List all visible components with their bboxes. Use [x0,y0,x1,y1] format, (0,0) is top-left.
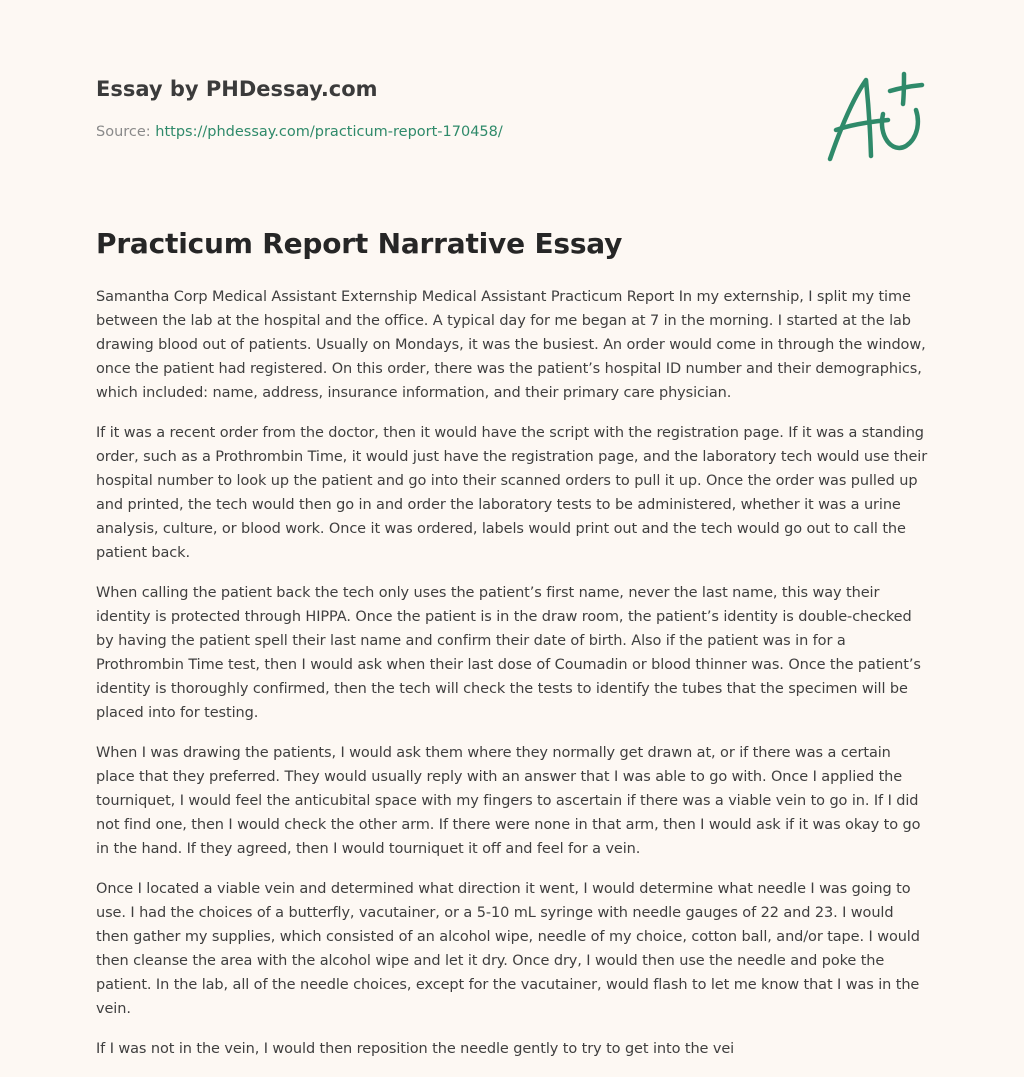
essay-paragraph: When I was drawing the patients, I would ask them where they normally get drawn at, or if there was a certain place that they preferred. They would usually reply with an answer that I was able to go with. Once I applied the tourniquet, I would feel the anticubital space with my fingers to ascertain if there was a viable vein to go in. If I did not find one, then I would check the other arm. If there were none in that arm, then I would ask if it was okay to go in the hand. If they agreed, then I would tourniquet it off and feel for a vein. [96,745,921,857]
brand-title: Essay by PHDessay.com [96,77,378,101]
a-plus-logo-icon [826,70,928,165]
essay-paragraph: Samantha Corp Medical Assistant Externship Medical Assistant Practicum Report In my externship, I split my time between the lab at the hospital and the office. A typical day for me began at 7 in the morning. I started at the lab drawing blood out of patients. Usually on Mondays, it was the busiest. An order would come in through the window, once the patient had registered. On this order, there was the patient’s hospital ID number and their demographics, which included: name, address, insurance information, and their primary care physician. [96,289,926,401]
source-label: Source: [96,124,156,140]
essay-paragraph: If it was a recent order from the doctor, then it would have the script with the registration page. If it was a standing order, such as a Prothrombin Time, it would just have the registration page, and the laboratory tech would use their hospital number to look up the patient and go into their scanned orders to pull it up. Once the order was pulled up and printed, the tech would then go in and order the laboratory tests to be administered, whether it was a urine analysis, culture, or blood work. Once it was ordered, labels would print out and the tech would go out to call the patient back. [96,425,928,561]
essay-title: Practicum Report Narrative Essay [96,227,623,260]
essay-body [96,285,928,1077]
source-line [96,124,503,140]
source-link[interactable]: https://phdessay.com/practicum-report-170458/ [155,124,503,140]
essay-paragraph: When calling the patient back the tech only uses the patient’s first name, never the last name, this way their identity is protected through HIPPA. Once the patient is in the draw room, the patient’s identity is double-checked by having the patient spell their last name and confirm their date of birth. Also if the patient was in for a Prothrombin Time test, then I would ask when their last dose of Coumadin or blood thinner was. Once the patient’s identity is thoroughly confirmed, then the tech will check the tests to identify the tubes that the specimen will be placed into for testing. [96,585,921,721]
essay-paragraph: If I was not in the vein, I would then reposition the needle gently to try to get into the vei [96,1041,735,1057]
essay-paragraph: Once I located a viable vein and determined what direction it went, I would determine what needle I was going to use. I had the choices of a butterfly, vacutainer, or a 5-10 mL syringe with needle gauges of 22 and 23. I would then gather my supplies, which consisted of an alcohol wipe, needle of my choice, cotton ball, and/or tape. I would then cleanse the area with the alcohol wipe and let it dry. Once dry, I would then use the needle and poke the patient. In the lab, all of the needle choices, except for the vacutainer, would flash to let me know that I was in the vein. [96,881,920,1017]
